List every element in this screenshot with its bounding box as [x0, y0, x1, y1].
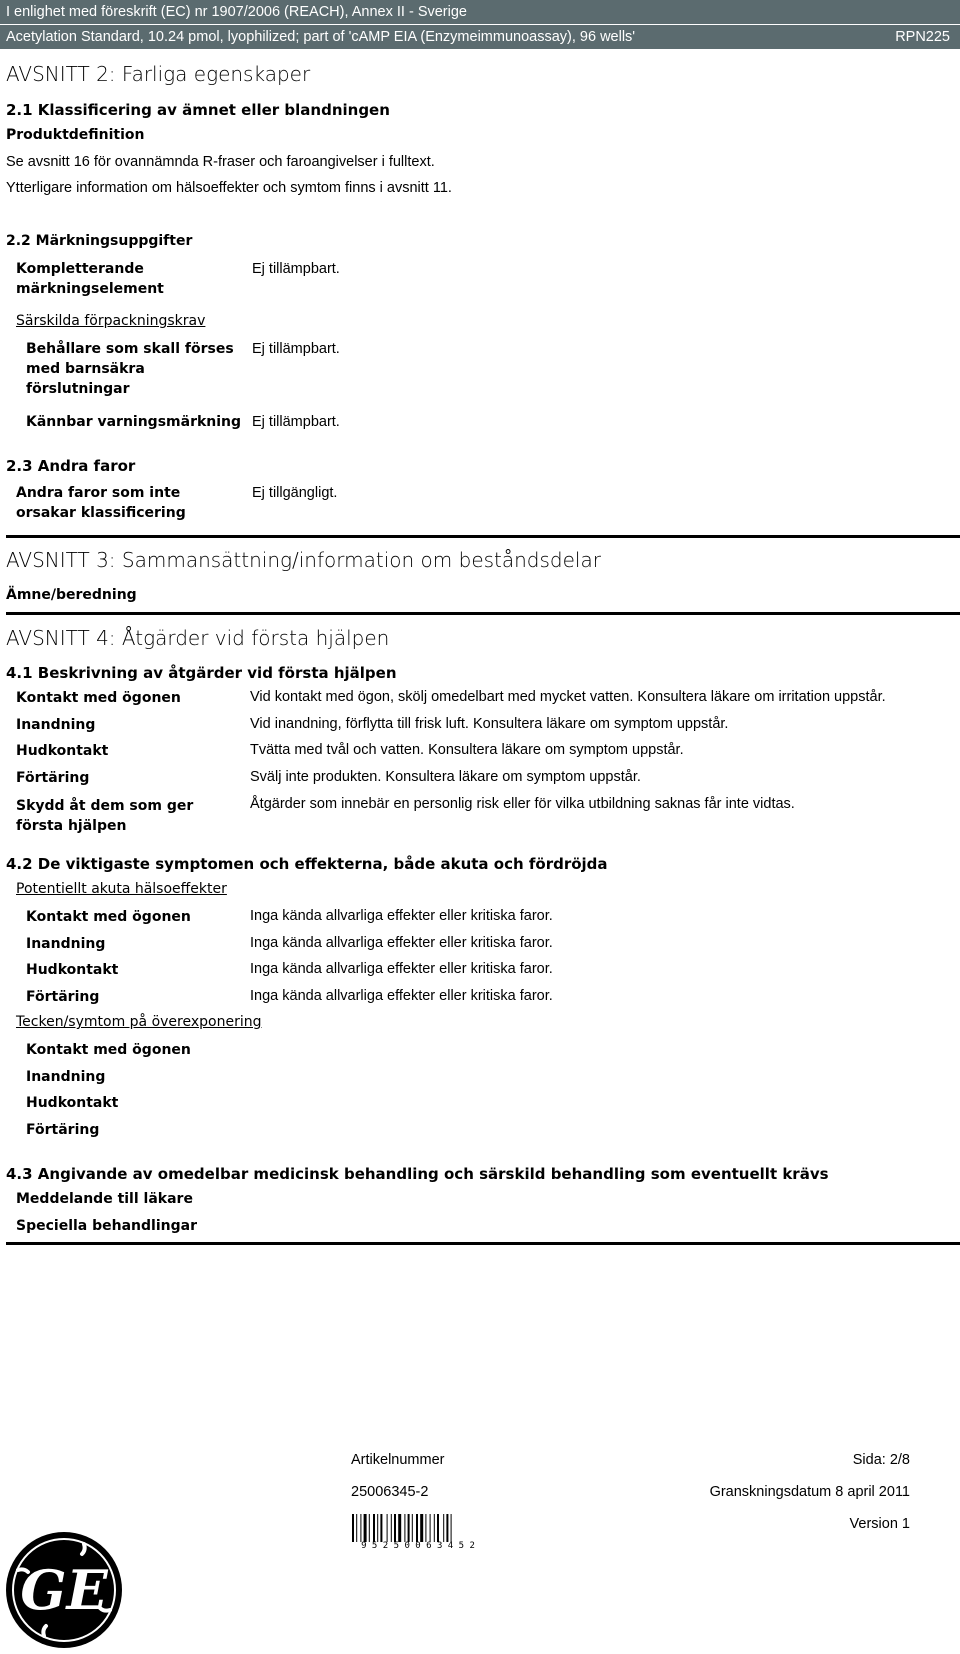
barcode-bar: [356, 1514, 357, 1542]
acute-ingestion-value: Inga kända allvarliga effekter eller kritiska faror.: [250, 988, 553, 1004]
overexposure-skin-label: Hudkontakt: [26, 1095, 119, 1111]
article-number-label: Artikelnummer: [351, 1452, 445, 1468]
acute-inhalation-value: Inga kända allvarliga effekter eller kritiska faror.: [250, 935, 553, 951]
barcode-bar: [443, 1514, 444, 1542]
s22-title: 2.2 Märkningsuppgifter: [6, 233, 193, 249]
ingestion-label: Förtäring: [16, 770, 90, 786]
ingestion-value: Svälj inte produkten. Konsultera läkare om symptom uppstår.: [250, 769, 641, 785]
acute-eye-label: Kontakt med ögonen: [26, 909, 191, 925]
overexposure-eye-label: Kontakt med ögonen: [26, 1042, 191, 1058]
s23-title: 2.3 Andra faror: [6, 457, 136, 475]
skin-contact-label: Hudkontakt: [16, 743, 109, 759]
classification-line-2: Ytterligare information om hälsoeffekter och symtom finns i avsnitt 11.: [6, 180, 452, 196]
supplementary-label: Kompletterande märkningselement: [16, 261, 164, 297]
acute-eye-value: Inga kända allvarliga effekter eller kritiska faror.: [250, 908, 553, 924]
supplementary-value: Ej tillämpbart.: [252, 261, 340, 277]
special-treatments-label: Speciella behandlingar: [16, 1218, 197, 1234]
barcode-bar: [425, 1514, 426, 1542]
section4-title: AVSNITT 4: Åtgärder vid första hjälpen: [6, 626, 390, 650]
version: Version 1: [849, 1516, 910, 1532]
barcode-bar: [404, 1514, 405, 1542]
overexposure-ingestion-label: Förtäring: [26, 1122, 100, 1138]
barcode-bar: [412, 1514, 413, 1542]
barcode-bar: [369, 1514, 370, 1542]
other-hazards-label: Andra faror som inte orsakar klassificering: [16, 485, 186, 521]
section2-title: AVSNITT 2: Farliga egenskaper: [6, 62, 311, 86]
barcode-bar: [430, 1514, 431, 1542]
product-definition-label: Produktdefinition: [6, 127, 145, 143]
acute-skin-label: Hudkontakt: [26, 962, 119, 978]
s21-title: 2.1 Klassificering av ämnet eller blandningen: [6, 101, 390, 119]
barcode-bar: [437, 1514, 439, 1542]
first-aider-protection-value: Åtgärder som innebär en personlig risk eller för vilka utbildning saknas får inte vidtas.: [250, 796, 795, 812]
barcode-bar: [373, 1514, 375, 1542]
s42-title: 4.2 De viktigaste symptomen och effekterna, både akuta och fördröjda: [6, 855, 608, 873]
child-resistant-value: Ej tillämpbart.: [252, 341, 340, 357]
header-product-code: RPN225: [895, 29, 950, 45]
classification-line-1: Se avsnitt 16 för ovannämnda R-fraser och faroangivelser i fulltext.: [6, 154, 435, 170]
acute-effects-title: Potentiellt akuta hälsoeffekter: [16, 881, 227, 897]
barcode-bar: [352, 1514, 354, 1542]
other-hazards-value: Ej tillgängligt.: [252, 485, 338, 501]
overexposure-inhalation-label: Inandning: [26, 1069, 106, 1085]
tactile-warning-label: Kännbar varningsmärkning: [26, 414, 242, 430]
header-regulation-bar: [0, 0, 960, 24]
barcode-bar: [434, 1514, 435, 1542]
barcode-bar: [380, 1514, 382, 1542]
s41-title: 4.1 Beskrivning av åtgärder vid första hjälpen: [6, 664, 397, 682]
section-divider: [6, 612, 960, 615]
tactile-warning-value: Ej tillämpbart.: [252, 414, 340, 430]
acute-ingestion-label: Förtäring: [26, 989, 100, 1005]
eye-contact-label: Kontakt med ögonen: [16, 690, 181, 706]
barcode-bar: [387, 1514, 388, 1542]
barcode: [351, 1514, 485, 1542]
barcode-bar: [360, 1514, 361, 1542]
substance-label: Ämne/beredning: [6, 587, 137, 603]
barcode-digits: 9 5 2 5 0 0 6 3 4 5 2: [361, 1541, 475, 1551]
barcode-bar: [446, 1514, 448, 1542]
barcode-bar: [391, 1514, 392, 1542]
logo-text: GE: [20, 1558, 108, 1622]
physician-notes-label: Meddelande till läkare: [16, 1191, 193, 1207]
overexposure-title: Tecken/symtom på överexponering: [16, 1014, 262, 1030]
child-resistant-label: Behållare som skall förses med barnsäkra förslutningar: [26, 341, 234, 397]
inhalation-label: Inandning: [16, 717, 96, 733]
barcode-bar: [408, 1514, 410, 1542]
header-product: Acetylation Standard, 10.24 pmol, lyophilized; part of 'cAMP EIA (Enzymeimmunoassay), 96 wells': [6, 29, 636, 45]
section-divider: [6, 1242, 960, 1245]
header-regulation: I enlighet med föreskrift (EC) nr 1907/2006 (REACH), Annex II - Sverige: [6, 4, 467, 20]
acute-skin-value: Inga kända allvarliga effekter eller kritiska faror.: [250, 961, 553, 977]
inhalation-value: Vid inandning, förflytta till frisk luft. Konsultera läkare om symptom uppstår.: [250, 716, 729, 732]
article-number: 25006345-2: [351, 1484, 429, 1500]
review-date: Granskningsdatum 8 april 2011: [709, 1484, 910, 1500]
acute-inhalation-label: Inandning: [26, 936, 106, 952]
first-aider-protection-label: Skydd åt dem som ger första hjälpen: [16, 798, 194, 834]
eye-contact-value: Vid kontakt med ögon, skölj omedelbart med mycket vatten. Konsultera läkare om irritation uppstår.: [250, 689, 886, 705]
skin-contact-value: Tvätta med tvål och vatten. Konsultera läkare om symptom uppstår.: [250, 742, 684, 758]
barcode-bar: [364, 1514, 367, 1542]
barcode-bar: [377, 1514, 378, 1542]
barcode-bar: [394, 1514, 396, 1542]
section3-title: AVSNITT 3: Sammansättning/information om beståndsdelar: [6, 548, 601, 572]
barcode-bar: [451, 1514, 452, 1542]
barcode-bar: [416, 1514, 418, 1542]
barcode-bars: [351, 1514, 485, 1542]
section-divider: [6, 535, 960, 538]
s43-title: 4.3 Angivande av omedelbar medicinsk behandling och särskild behandling som eventuellt krävs: [6, 1165, 829, 1183]
header-product-bar: [0, 25, 960, 49]
packaging-title: Särskilda förpackningskrav: [16, 313, 206, 329]
barcode-bar: [420, 1514, 423, 1542]
page-number: Sida: 2/8: [852, 1452, 910, 1468]
ge-logo: [4, 1530, 124, 1650]
barcode-bar: [398, 1514, 401, 1542]
